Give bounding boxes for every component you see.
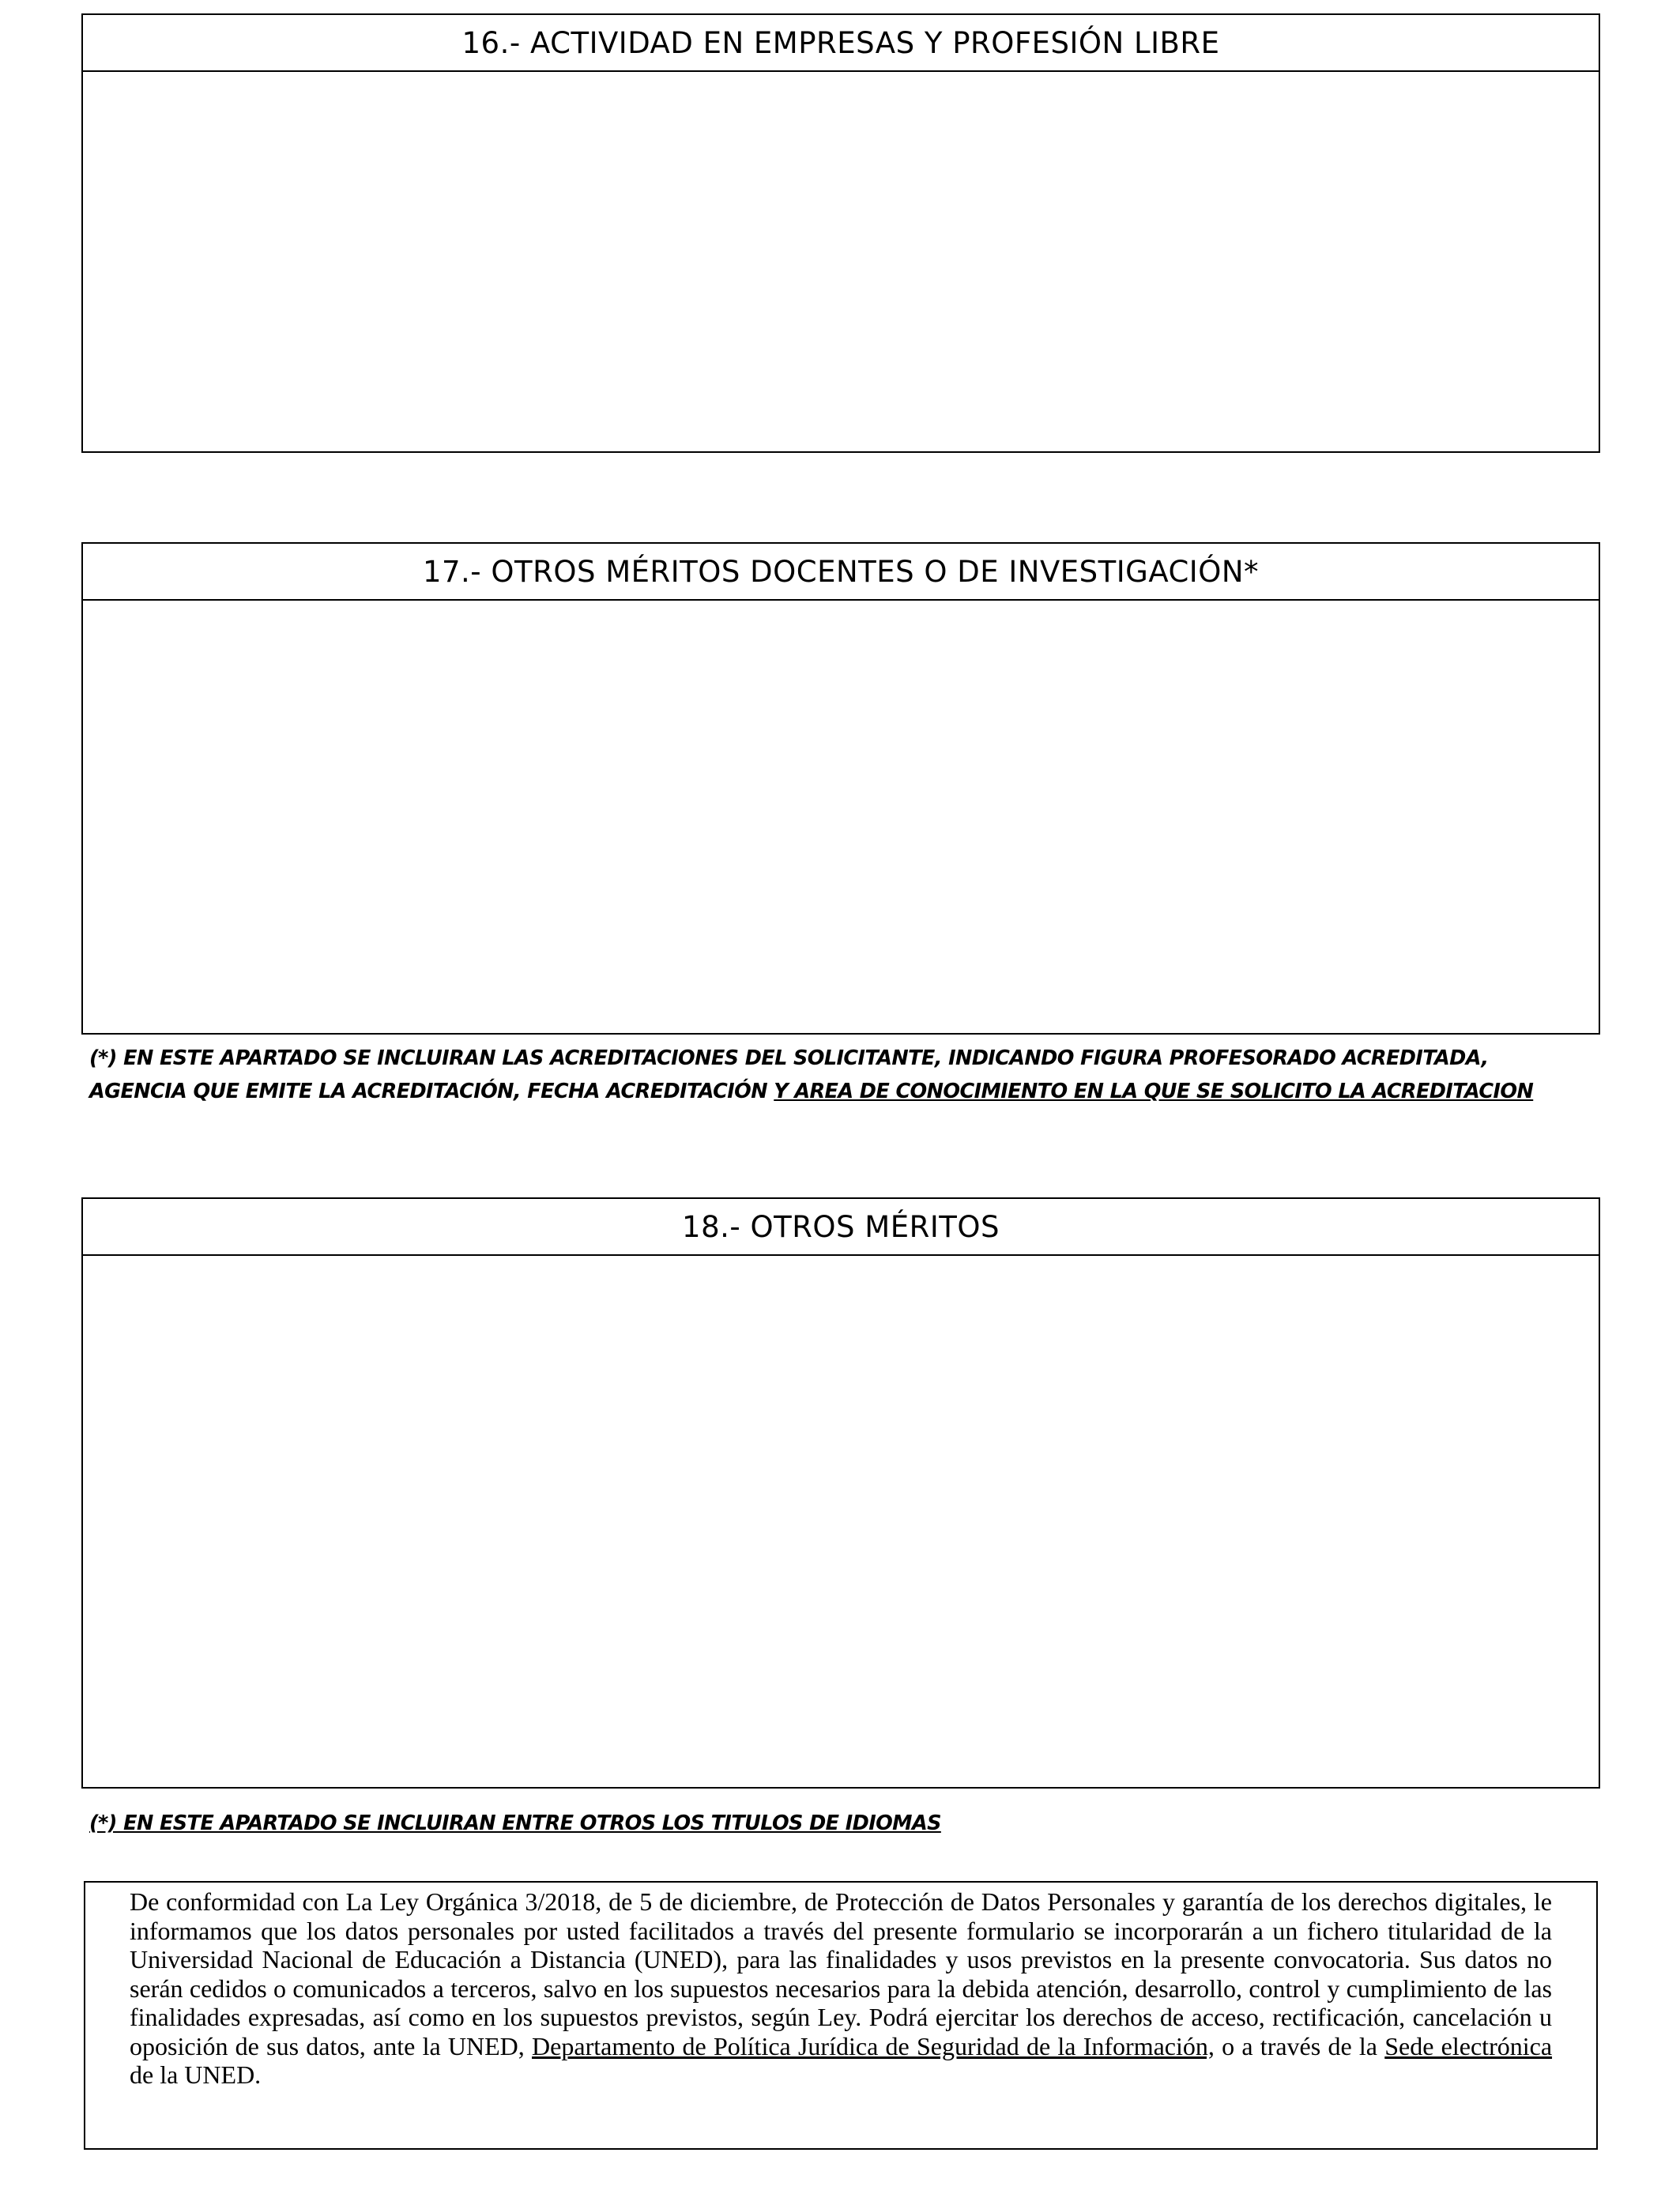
privacy-notice-text: [130, 1887, 1552, 2090]
section-18-note: (*) EN ESTE APARTADO SE INCLUIRAN ENTRE OTROS LOS TITULOS DE IDIOMAS: [89, 1811, 941, 1835]
privacy-text-part1: De conformidad con La Ley Orgánica 3/2018, de 5 de diciembre, de Protección de Datos Personales y garantía de los derechos digitales, le informamos que los datos personales por usted facilitados a través del presente formulario se incorporarán a un fichero titularidad de la Universidad Nacional de Educación a Distancia (UNED), para las finalidades y usos previstos en la presente convocatoria. Sus datos no serán cedidos o comunicados a terceros, salvo en los supuestos necesarios para la debida atención, desarrollo, control y cumplimiento de las finalidades expresadas, así como en los supuestos previstos, según Ley. Podrá ejercitar los derechos de acceso, rectificación, cancelación u oposición de sus datos, ante la UNED,: [130, 1887, 1552, 2060]
section-18-entry-area[interactable]: [83, 1256, 1599, 1787]
section-17-box: [81, 542, 1600, 1035]
section-16-box: [81, 13, 1600, 453]
section-17-note-text: (*) EN ESTE APARTADO SE INCLUIRAN LAS ACREDITACIONES DEL SOLICITANTE, INDICANDO FIGURA PROFESORADO ACREDITADA, AGENCIA QUE EMITE LA ACREDITACIÓN, FECHA ACREDITACIÓN: [89, 1046, 1489, 1103]
privacy-text-part3: de la UNED.: [130, 2060, 262, 2089]
privacy-notice-box: [84, 1881, 1598, 2150]
privacy-text-part2: o a través de la: [1214, 2031, 1385, 2060]
section-16-title: 16.- ACTIVIDAD EN EMPRESAS Y PROFESIÓN LIBRE: [83, 15, 1599, 72]
section-17-note: [89, 1042, 1591, 1108]
privacy-sede-electronica-link[interactable]: Sede electrónica: [1384, 2031, 1553, 2060]
section-17-entry-area[interactable]: [83, 601, 1599, 1033]
section-16-entry-area[interactable]: [83, 72, 1599, 451]
section-18-title: 18.- OTROS MÉRITOS: [83, 1199, 1599, 1256]
section-17-title: 17.- OTROS MÉRITOS DOCENTES O DE INVESTIGACIÓN*: [83, 544, 1599, 601]
privacy-department-link[interactable]: Departamento de Política Jurídica de Seguridad de la Información,: [532, 2031, 1215, 2060]
section-17-note-underlined: Y AREA DE CONOCIMIENTO EN LA QUE SE SOLICITO LA ACREDITACION: [774, 1080, 1534, 1103]
section-18-box: [81, 1197, 1600, 1789]
